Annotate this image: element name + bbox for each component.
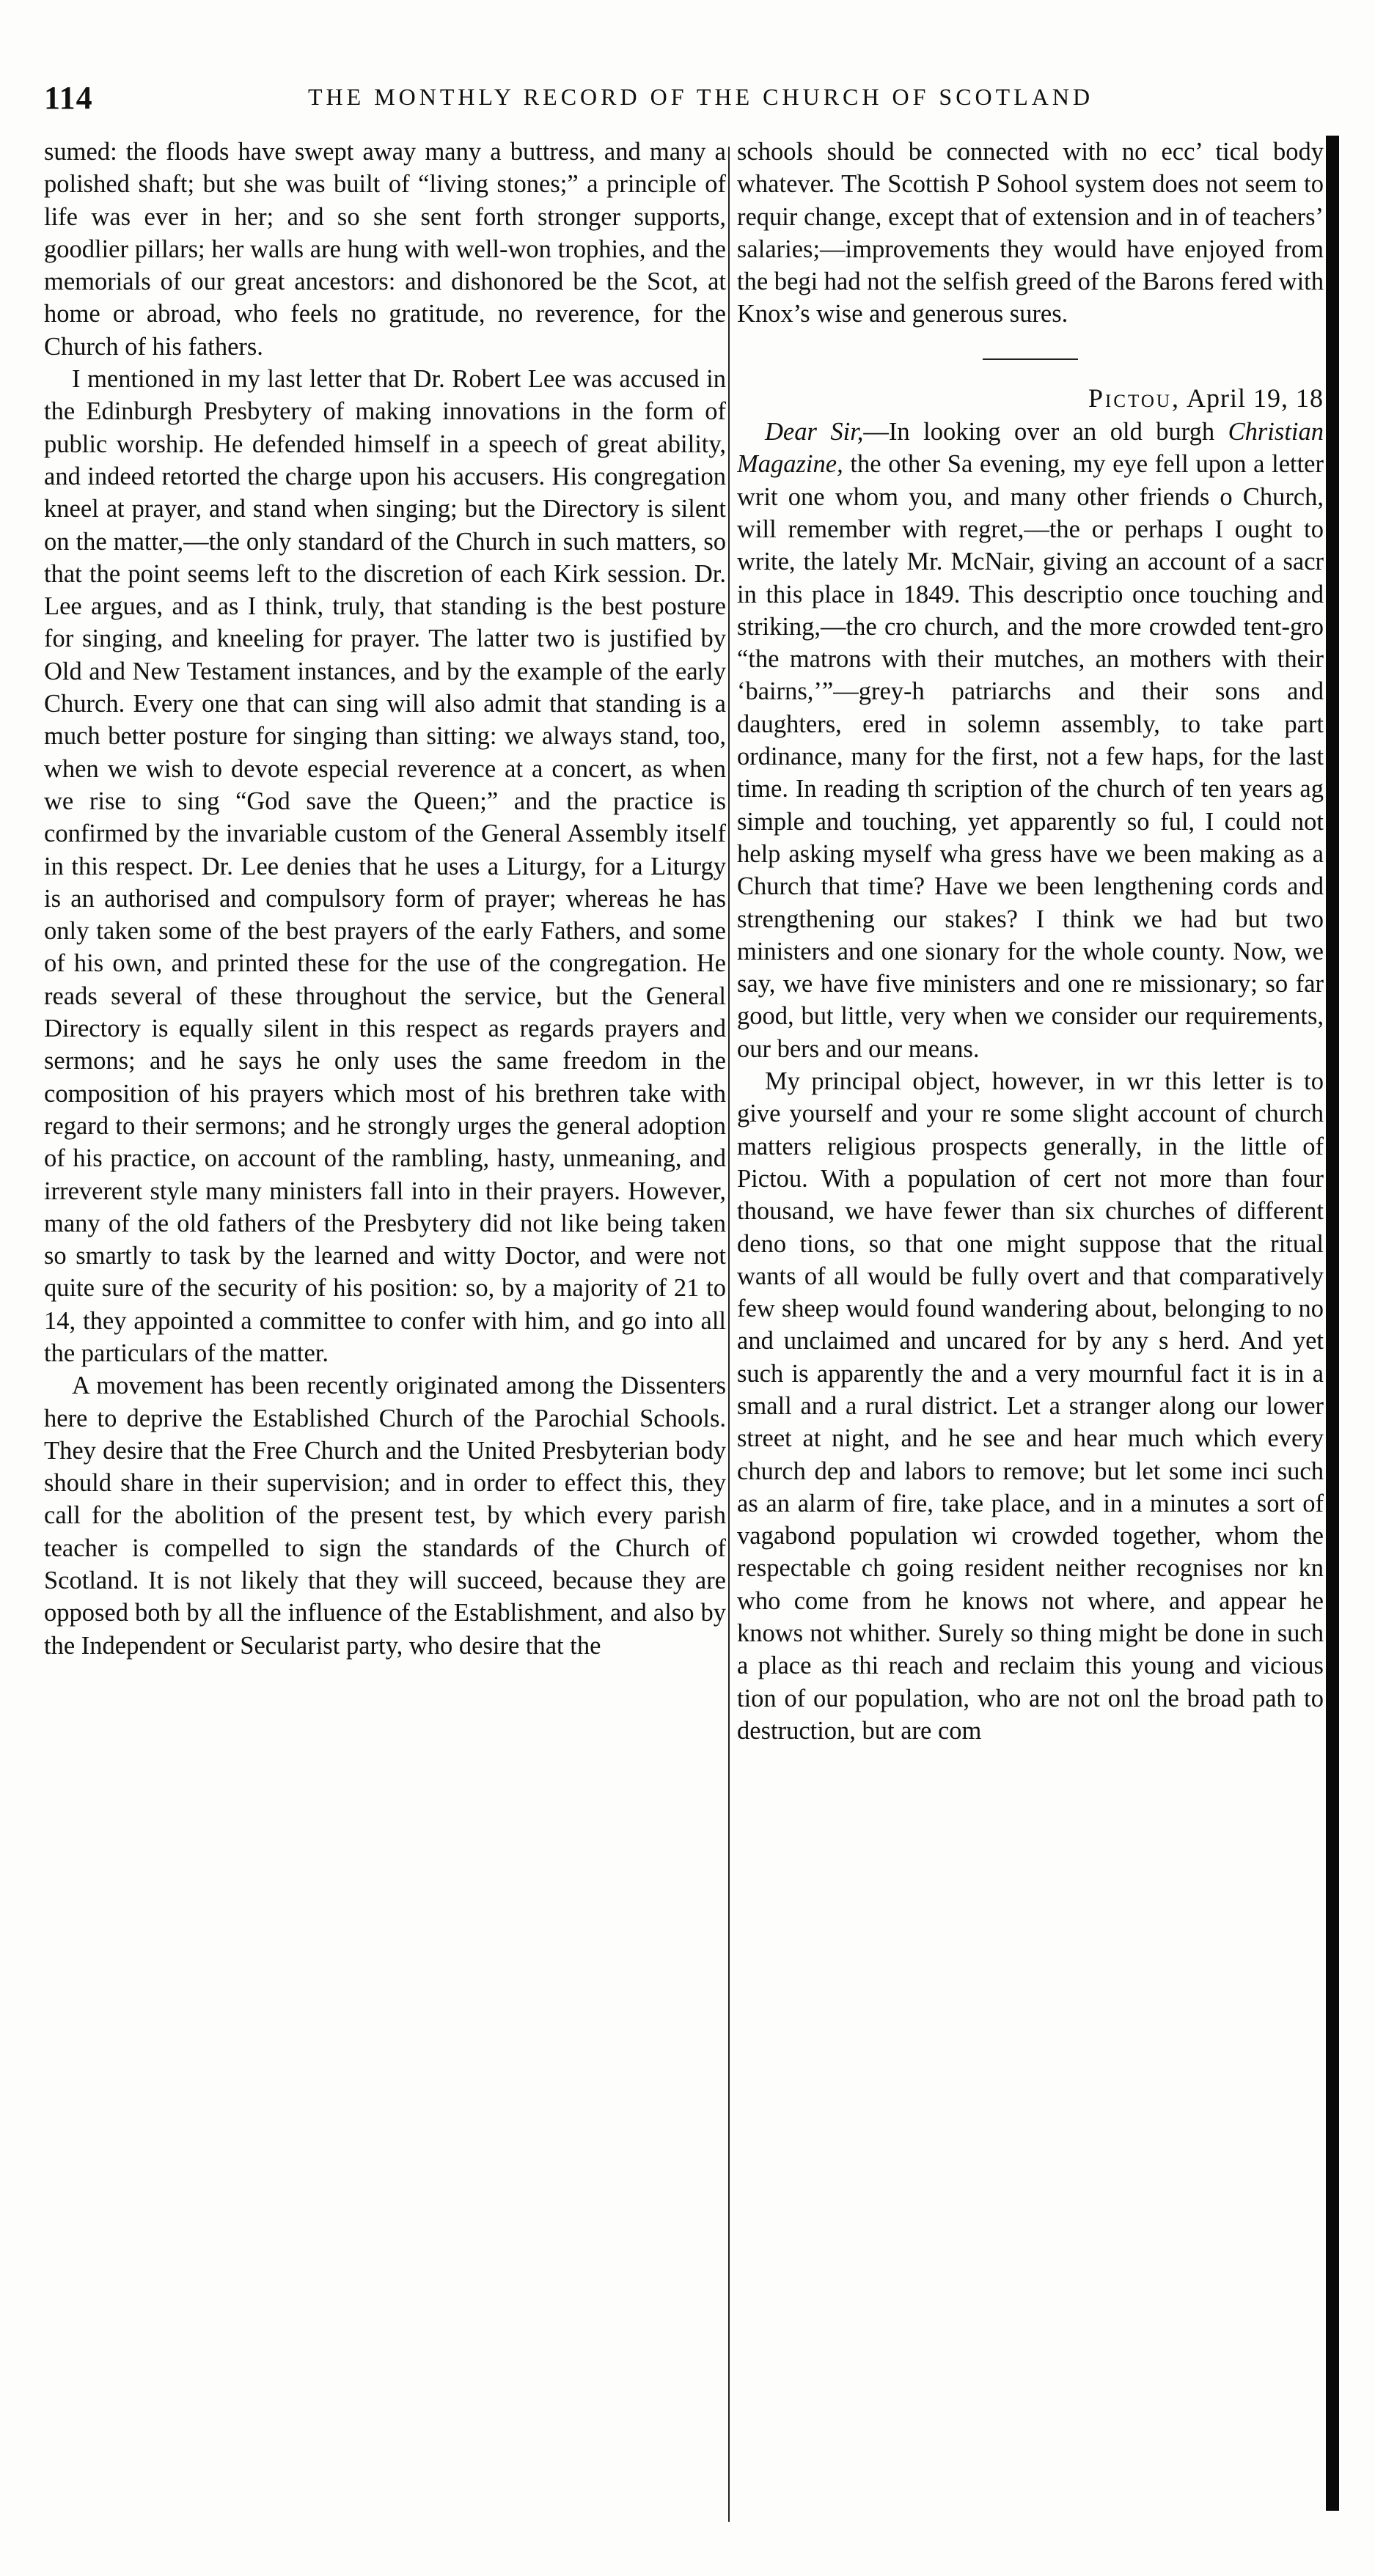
right-paragraph-2 xyxy=(737,416,1324,1065)
running-title: THE MONTHLY RECORD OF THE CHURCH OF SCOTLAND xyxy=(308,84,1094,110)
dateline-date: April 19, 18 xyxy=(1187,383,1324,413)
column-divider xyxy=(728,147,730,2522)
page-number: 114 xyxy=(44,80,93,116)
right-paragraph-1: schools should be connected with no ecc’ tical body whatever. The Scottish P Sohool system does not seem to requir change, except that of extension and in of teachers’ salaries;—improvements they would have enjoyed from the begi had not the selfish greed of the Barons fered with Knox’s wise and generous sures. xyxy=(737,138,1324,328)
left-paragraph-3: A movement has been recently originated among the Dissenters here to deprive the Established Church of the Parochial Schools. They desire that the Free Church and the United Presbyterian body should share in their supervision; and in order to effect this, they call for the abolition of the present test, by which every parish teacher is compelled to sign the standards of the Church of Scotland. It is not likely that they will succeed, because they are opposed both by all the influence of the Establishment, and also by the Independent or Secularist party, who desire that the xyxy=(44,1372,726,1660)
dateline-place: Pictou, xyxy=(1088,383,1181,413)
letter-salutation: Dear Sir, xyxy=(765,418,864,446)
page-edge-shadow xyxy=(1326,136,1339,2511)
section-rule xyxy=(983,358,1078,360)
right-paragraph-2-b: the other Sa evening, my eye fell upon a letter writ one whom you, and many other friends o Church, will remember with regret,—the or perhaps I ought to write, the lately Mr. McNair, giving an account of a sacr in this place in 1849. This descriptio once touching and striking,—the cro church, and the more crowded tent-gro “the matrons with their mutches, an mothers with their ‘bairns,’”—grey-h patriarchs and their sons and daughters, ered in solemn assembly, to take part ordinance, many for the first, not a few haps, for the last time. In reading th scription of the church of ten years ag simple and touching, yet apparently so ful, I could not help asking myself wha gress have we been making as a Church that time? Have we been lengthening cords and strengthening our stakes? I think we had but two ministers and one sionary for the whole county. Now, we say, we have five ministers and one re missionary; so far good, but little, very when we consider our requirements, our bers and our means. xyxy=(737,450,1324,1063)
page-header xyxy=(44,79,1173,116)
left-column xyxy=(44,136,726,1662)
letter-dateline xyxy=(737,382,1324,414)
right-paragraph-2-a: —In looking over an old burgh xyxy=(863,418,1228,446)
left-paragraph-1: sumed: the floods have swept away many a buttress, and many a polished shaft; but she was built of “living stones;” a principle of life was ever in her; and so she sent forth stronger supports, goodlier pillars; her walls are hung with well-won trophies, and the memorials of our great ancestors: and dishonored be the Scot, at home or abroad, who feels no gratitude, no reverence, for the Church of his fathers. xyxy=(44,138,726,361)
right-paragraph-3: My principal object, however, in wr this letter is to give yourself and your re some slight account of church matters religious prospects generally, in the little of Pictou. With a population of cert not more than four thousand, we have fewer than six churches of different deno tions, so that one might suppose that the ritual wants of all would be fully overt and that comparatively few sheep would found wandering about, belonging to no and unclaimed and uncared for by any s herd. And yet such is apparently the and a very mournful fact it is in a small and a rural district. Let a stranger along our lower street at night, and he see and hear much which every church dep and labors to remove; but let some inci such as an alarm of fire, take place, and in a minutes a sort of vagabond population wi crowded together, whom the respectable ch going resident neither recognises nor kn who come from he knows not where, and appear he knows not whither. Surely so thing might be done in such a place as thi reach and reclaim this young and vicious tion of our population, who are not onl the broad path to destruction, but are com xyxy=(737,1067,1324,1745)
right-column xyxy=(737,136,1324,2540)
left-paragraph-2: I mentioned in my last letter that Dr. Robert Lee was accused in the Edinburgh Presbytery of making innovations in the form of public worship. He defended himself in a speech of great ability, and indeed retorted the charge upon his accusers. His congregation kneel at prayer, and stand when singing; but the Directory is silent on the matter,—the only standard of the Church in such matters, so that the point seems left to the discretion of each Kirk session. Dr. Lee argues, and as I think, truly, that standing is the best posture for singing, and kneeling for prayer. The latter two is justified by Old and New Testament instances, and by the example of the early Church. Every one that can sing will also admit that standing is a much better posture for singing than sitting: we always stand, too, when we wish to devote especial reverence at a concert, as when we rise to sing “God save the Queen;” and the practice is confirmed by the invariable custom of the General Assembly itself in this respect. Dr. Lee denies that he uses a Liturgy, for a Liturgy is an authorised and compulsory form of prayer; whereas he has only taken some of the best prayers of the early Fathers, and some of his own, and printed these for the use of the congregation. He reads several of these throughout the service, but the General Directory is equally silent in this respect as regards prayers and sermons; and he says he only uses the same freedom in the composition of his prayers which most of his brethren take with regard to their sermons; and he strongly urges the general adoption of his practice, on account of the rambling, hasty, unmeaning, and irreverent style many ministers fall into in their prayers. However, many of the old fathers of the Presbytery did not like being taken so smartly to task by the learned and witty Doctor, and were not quite sure of the security of his position: so, by a majority of 21 to 14, they appointed a committee to confer with him, and go into all the particulars of the matter. xyxy=(44,365,726,1367)
magazine-title: Christian Magazine, xyxy=(737,418,1324,479)
